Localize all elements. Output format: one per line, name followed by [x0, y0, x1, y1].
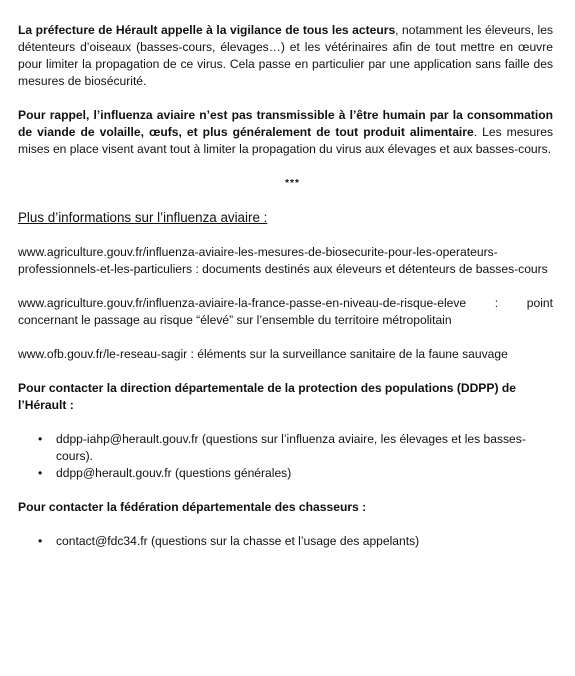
- link-paragraph: [18, 244, 553, 278]
- paragraph-reminder-bold: Pour rappel, l’influenza aviaire n’est pas transmissible à l’être humain par la consommation de viande de volaille, œufs, et plus généralement de tout produit alimentaire: [18, 108, 553, 139]
- fdc-contact-heading: Pour contacter la fédération départementale des chasseurs :: [18, 500, 367, 514]
- ddpp-contact-list: [18, 431, 553, 482]
- link-description: : éléments sur la surveillance sanitaire de la faune sauvage: [187, 347, 508, 361]
- ddpp-contact-heading: Pour contacter la direction départementale de la protection des populations (DDPP) de l’Hérault :: [18, 381, 516, 412]
- list-item: [38, 431, 553, 465]
- link-url[interactable]: www.ofb.gouv.fr/le-reseau-sagir: [18, 347, 188, 361]
- list-item: [38, 533, 553, 550]
- link-url[interactable]: www.agriculture.gouv.fr/influenza-aviaire-la-france-passe-en-niveau-de-risque-eleve: [18, 296, 467, 310]
- bullet-icon: •: [38, 432, 43, 446]
- bullet-icon: •: [38, 466, 43, 480]
- contact-text[interactable]: contact@fdc34.fr (questions sur la chasse et l’usage des appelants): [56, 534, 420, 548]
- info-heading: Plus d’informations sur l’influenza aviaire :: [18, 210, 268, 225]
- link-description: : documents destinés aux éleveurs et détenteurs de basses-cours: [192, 262, 548, 276]
- paragraph-vigilance: [18, 22, 553, 90]
- paragraph-reminder-text: . Les mesures mises en place visent avant tout à limiter la propagation du virus aux élevages et aux basses-cours.: [18, 125, 554, 156]
- paragraph-vigilance-bold: La préfecture de Hérault appelle à la vigilance de tous les acteurs: [18, 23, 396, 37]
- paragraph-vigilance-text: , notamment les éleveurs, les détenteurs d’oiseaux (basses-cours, élevages…) et les vétérinaires afin de tout mettre en œuvre pour limiter la propagation de ce virus. Cela passe en particulier par une application sans faille des mesures de biosécurité.: [18, 23, 553, 88]
- list-item: [38, 465, 553, 482]
- paragraph-reminder: [18, 107, 553, 158]
- bullet-icon: •: [38, 534, 43, 548]
- link-description: : point concernant le passage au risque “élevé” sur l’ensemble du territoire métropolitain: [18, 296, 553, 327]
- separator-stars: ***: [285, 178, 300, 189]
- link-paragraph: [18, 295, 553, 329]
- fdc-contact-list: [18, 533, 553, 550]
- link-url[interactable]: www.agriculture.gouv.fr/influenza-aviaire-les-mesures-de-biosecurite-pour-les-operateurs-professionnels-et-les-particuliers: [18, 245, 498, 276]
- link-paragraph: [18, 346, 553, 363]
- contact-text[interactable]: ddpp@herault.gouv.fr (questions générales): [56, 466, 292, 480]
- contact-text[interactable]: ddpp-iahp@herault.gouv.fr (questions sur l’influenza aviaire, les élevages et les basses-cours).: [56, 432, 526, 463]
